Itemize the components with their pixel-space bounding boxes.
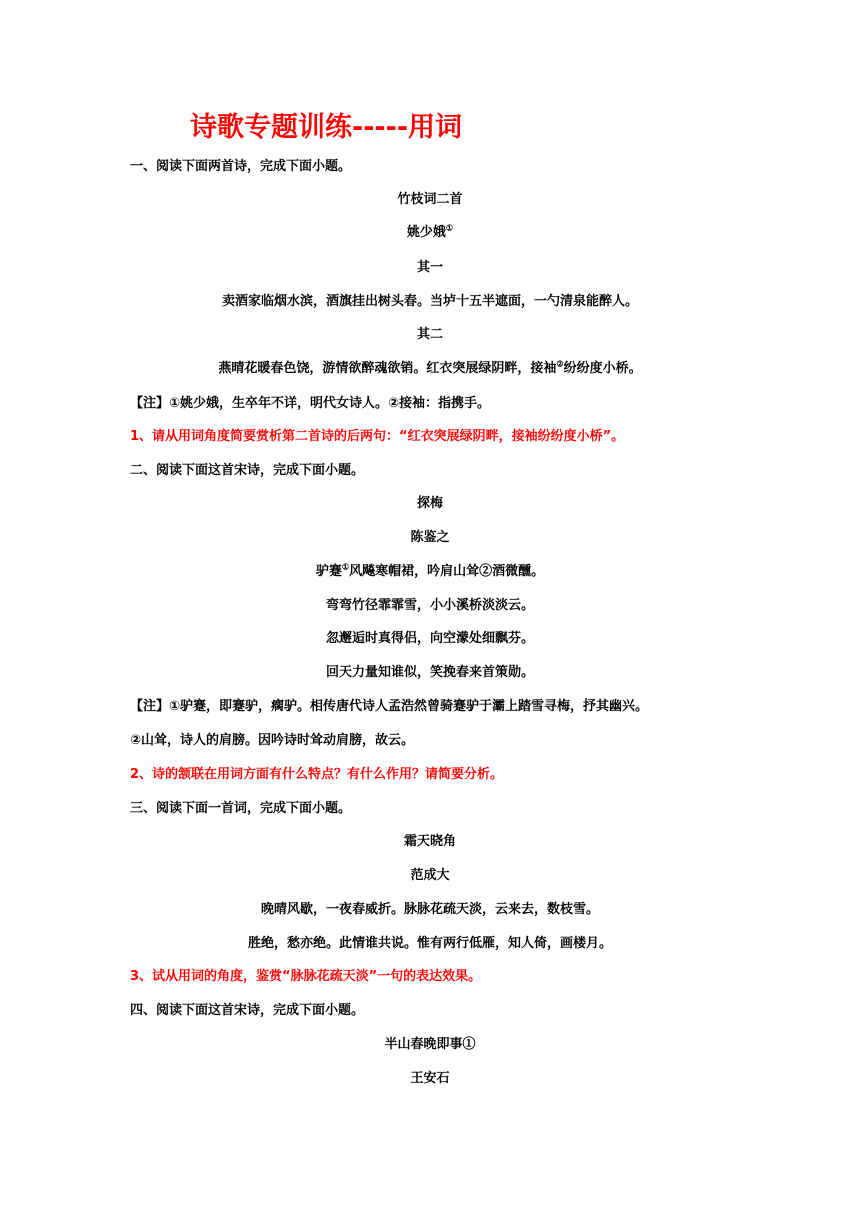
poem-1-title: 竹枝词二首 xyxy=(397,192,463,207)
poem-2-note-2: ②山耸，诗人的肩膀。因吟诗时耸动肩膀，故云。 xyxy=(130,733,415,748)
question-2: 2、诗的颔联在用词方面有什么特点？有什么作用？请简要分析。 xyxy=(130,767,504,782)
poem-3-title: 霜天晓角 xyxy=(403,834,456,849)
poem-3-line-1: 晚晴风歇，一夜春威折。脉脉花疏天淡，云来去，数枝雪。 xyxy=(260,902,599,917)
poem-4-title: 半山春晚即事① xyxy=(384,1037,476,1052)
section-2-heading: 二、阅读下面这首宋诗，完成下面小题。 xyxy=(130,463,365,478)
poem-2-author: 陈鉴之 xyxy=(410,530,450,545)
poem-1-author: 姚少娥① xyxy=(406,222,454,240)
poem-1-part-2-label: 其二 xyxy=(416,327,443,342)
poem-2-line-4: 回天力量知谁似，笑挽春来首策勋。 xyxy=(325,665,534,680)
poem-2-line-2: 弯弯竹径霏霏雪，小小溪桥淡淡云。 xyxy=(325,598,534,613)
poem-3-line-2: 胜绝，愁亦绝。此情谁共说。惟有两行低雁，知人倚，画楼月。 xyxy=(247,936,612,951)
section-1-heading: 一、阅读下面两首诗，完成下面小题。 xyxy=(130,159,352,174)
question-3: 3、试从用词的角度，鉴赏“脉脉花疏天淡”一句的表达效果。 xyxy=(130,969,482,984)
poem-1-part-1-text: 卖酒家临烟水滨，酒旗挂出树头春。当垆十五半遮面，一勺清泉能醉人。 xyxy=(221,294,638,309)
poem-3-author: 范成大 xyxy=(410,868,450,883)
poem-2-line-1: 驴蹇①风飚寒帽裙，吟肩山耸②酒微醺。 xyxy=(315,561,545,579)
poem-2-note-1: 【注】①驴蹇，即蹇驴，瘸驴。相传唐代诗人孟浩然曾骑蹇驴于灞上踏雪寻梅，抒其幽兴。 xyxy=(130,699,649,714)
poem-1-note: 【注】①姚少娥，生卒年不详，明代女诗人。②接袖：指携手。 xyxy=(130,396,491,411)
question-1: 1、请从用词角度简要赏析第二首诗的后两句：“红衣突展绿阴畔，接袖纷纷度小桥”。 xyxy=(130,429,625,444)
poem-2-line-3: 忽邂逅时真得侣，向空濛处细飘芬。 xyxy=(325,631,534,646)
section-3-heading: 三、阅读下面一首词，完成下面小题。 xyxy=(130,801,352,816)
document-title: 诗歌专题训练-----用词 xyxy=(190,112,463,143)
section-4-heading: 四、阅读下面这首宋诗，完成下面小题。 xyxy=(130,1003,365,1018)
poem-1-part-1-label: 其一 xyxy=(416,260,443,275)
poem-2-title: 探梅 xyxy=(416,496,443,511)
poem-4-author: 王安石 xyxy=(410,1071,450,1086)
poem-1-part-2-text: 燕晴花暖春色饶，游情欲醉魂欲销。红衣突展绿阴畔，接袖②纷纷度小桥。 xyxy=(218,358,642,376)
